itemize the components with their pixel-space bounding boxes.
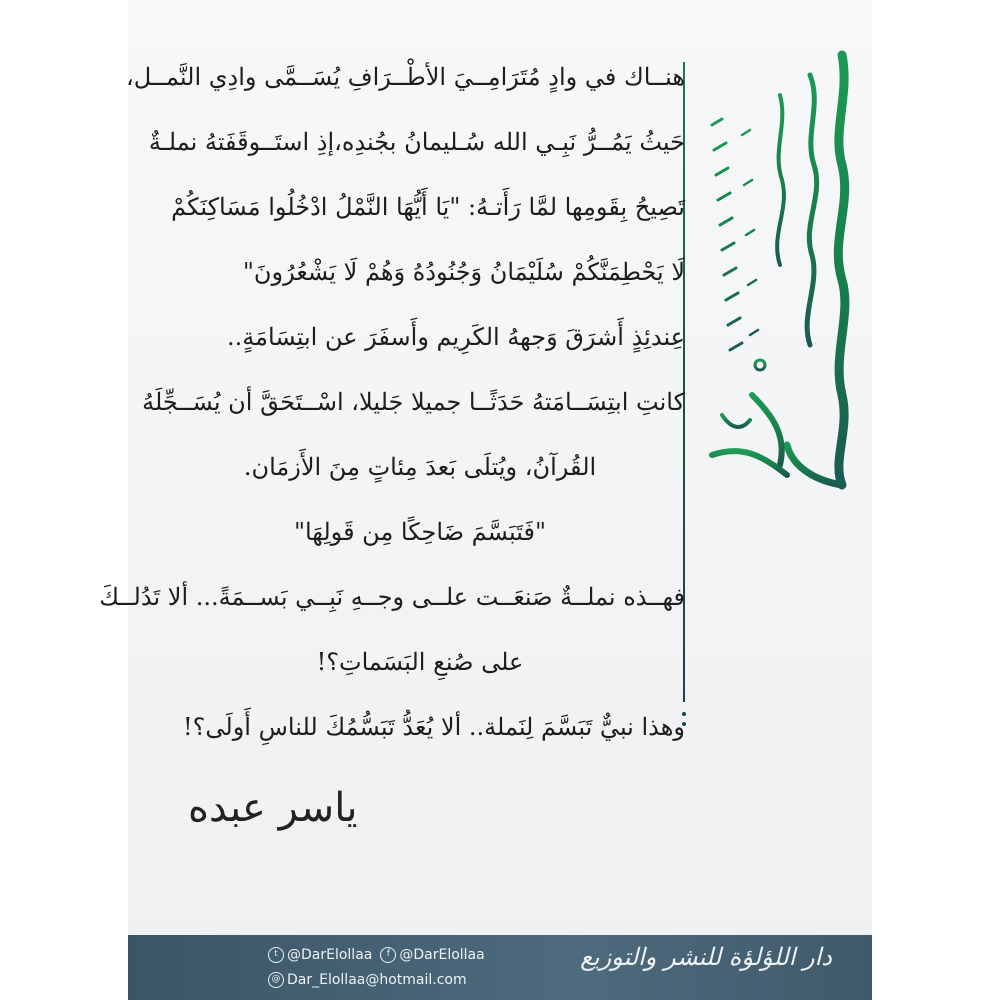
quran-quote: "فَتَبَسَّمَ ضَاحِكًا مِن قَولِهَا" [293,518,547,546]
text-line: فهــذه نملــةٌ صَنعَــت علــى وجــهِ نَبِــي بَســمَةً... ألا تَدُلــكَ [99,583,685,611]
text-line: كانتِ ابتِسَــامَتهُ حَدَثًــا جميلا جَليلا، اسْــتَحَقَّ أن يُسَــجِّلَهُ [142,388,685,416]
text-line: لَا يَحْطِمَنَّكُمْ سُلَيْمَانُ وَجُنُودُهُ وَهُمْ لَا يَشْعُرُونَ" [242,258,685,286]
publisher-logo: دار اللؤلؤة للنشر والتوزيع [580,943,832,971]
author-signature: ياسر عبده [188,785,358,831]
facebook-handle[interactable]: @DarElollaa [399,946,485,963]
text-line: القُرآنُ، ويُتلَى بَعدَ مِئاتٍ مِنَ الأَزمَان. [243,453,597,481]
poem-body [99,55,685,770]
facebook-icon: f [380,947,396,963]
email-address[interactable]: Dar_Elollaa@hotmail.com [287,971,467,988]
text-line: وهذا نبيٌّ تَبَسَّمَ لِنَملة.. ألا يُعَدُّ تَبَسُّمُكَ للناسِ أَولَى؟! [183,713,685,741]
title-calligraphy [692,35,867,495]
text-line: عِندئِذٍ أَشرَقَ وَجههُ الكَرِيم وأَسفَرَ عن ابتِسَامَةٍ.. [227,323,685,351]
text-line: هنــاك في وادٍ مُتَرَامِــيَ الأطْــرَافِ يُسَــمَّى وادِي النَّمــل، [126,63,685,91]
text-line: تَصِيحُ بِقَومِها لمَّا رَأَتـهُ: "يَا أَيُّهَا النَّمْلُ ادْخُلُوا مَسَاكِنَكُمْ [171,193,685,221]
text-line: حَيثُ يَمُــرُّ نَبِـي الله سُـليمانُ بجُندِه،إذِ استَــوقَفَتهُ نملـةٌ [148,128,685,156]
contact-info [268,942,485,992]
twitter-icon: t [268,947,284,963]
footer-bar [128,935,872,1000]
email-icon: @ [268,972,284,988]
twitter-handle[interactable]: @DarElollaa [287,946,373,963]
text-line: على صُنعِ البَسَماتِ؟! [316,648,524,676]
